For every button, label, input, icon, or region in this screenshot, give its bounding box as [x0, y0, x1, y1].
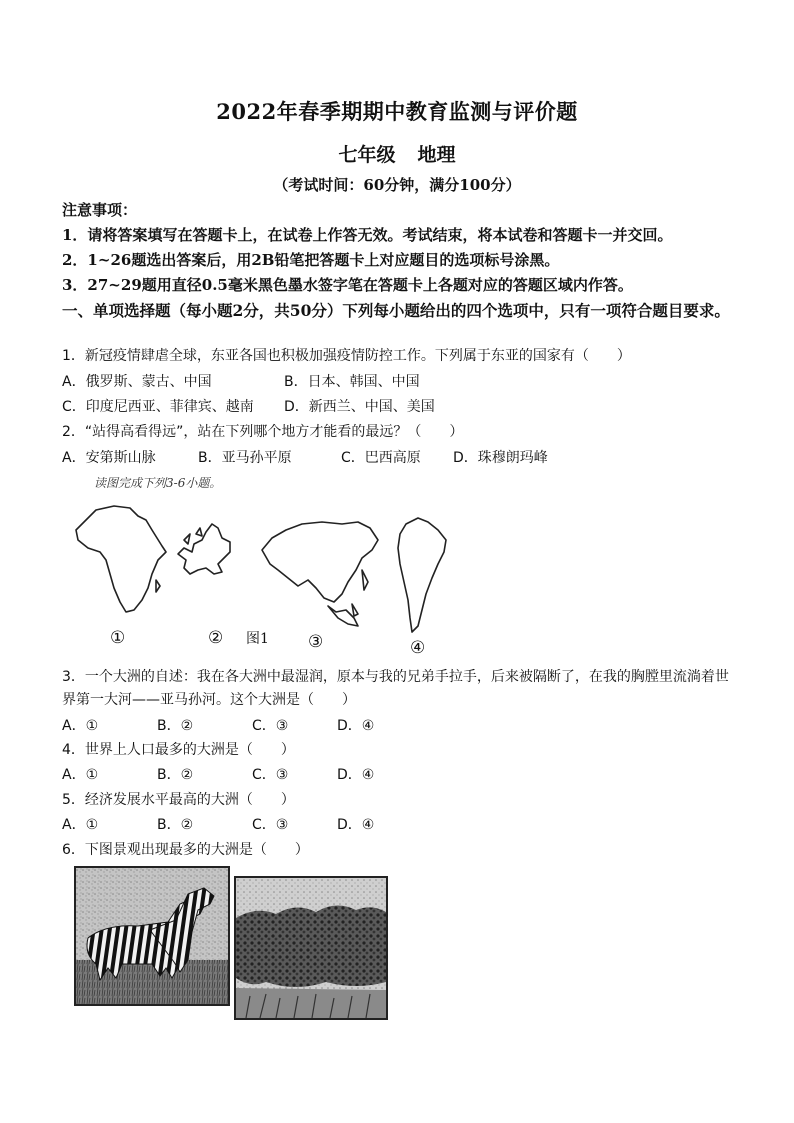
question-options — [62, 448, 548, 468]
exam-title: 2022年春季期期中教育监测与评价题 — [216, 99, 578, 124]
map-label-2: ② — [208, 628, 224, 648]
notes-heading: 注意事项： — [62, 201, 138, 219]
grade-label: 七年级 — [338, 144, 396, 166]
subject-label: 地理 — [417, 144, 456, 166]
option: D．④ — [337, 718, 375, 734]
note-item: 3．27~29题用直径0.5毫米黑色墨水签字笔在答题卡上各题对应的答题区域内作答。 — [62, 276, 633, 294]
exam-info: （考试时间：60分钟，满分100分） — [273, 176, 521, 194]
option: A．① — [62, 767, 99, 783]
option: B．日本、韩国、中国 — [284, 374, 420, 390]
option: D．④ — [337, 817, 375, 833]
question-stem: 1．新冠疫情肆虐全球，东亚各国也积极加强疫情防控工作。下列属于东亚的国家有（ ） — [62, 348, 631, 364]
question-options — [62, 765, 374, 785]
continent-map-figure — [66, 494, 466, 660]
question-stem: 6．下图景观出现最多的大洲是（ ） — [62, 842, 309, 858]
question-stem: 2．“站得高看得远”，站在下列哪个地方才能看的最远？（ ） — [62, 424, 464, 440]
exam-subtitle — [0, 140, 794, 167]
asia-outline — [262, 522, 378, 602]
note-item: 2．1~26题选出答案后，用2B铅笔把答题卡上对应题目的选项标号涂黑。 — [62, 251, 560, 269]
question-options — [62, 815, 374, 835]
zebra-photo — [74, 866, 230, 1006]
option: A．① — [62, 718, 99, 734]
question-stem: 4．世界上人口最多的大洲是（ ） — [62, 742, 295, 758]
option: C．③ — [252, 817, 289, 833]
option: A．① — [62, 817, 99, 833]
map-label-3: ③ — [308, 632, 324, 652]
option: A．安第斯山脉 — [62, 450, 156, 466]
europe-outline — [178, 524, 230, 574]
map-label-4: ④ — [410, 638, 426, 658]
option: A．俄罗斯、蒙古、中国 — [62, 374, 212, 390]
option: B．② — [157, 718, 194, 734]
section-heading: 一、单项选择题（每小题2分，共50分）下列每小题给出的四个选项中，只有一项符合题目要求。 — [62, 301, 730, 320]
option: B．② — [157, 817, 194, 833]
option: D．④ — [337, 767, 375, 783]
savanna-image — [236, 878, 386, 1018]
option: D．珠穆朗玛峰 — [453, 450, 548, 466]
notes-block — [62, 198, 742, 298]
figure-instruction: 读图完成下列3-6小题。 — [94, 476, 222, 490]
zebra-image — [76, 868, 228, 1004]
africa-outline — [76, 506, 166, 612]
option: C．③ — [252, 718, 289, 734]
option: C．巴西高原 — [341, 450, 421, 466]
question-options — [62, 372, 420, 392]
south-america-outline — [398, 518, 446, 632]
savanna-photo — [234, 876, 388, 1020]
figure-caption: 图1 — [246, 631, 269, 647]
option: D．新西兰、中国、美国 — [284, 399, 435, 415]
option: C．③ — [252, 767, 289, 783]
question-options — [62, 397, 435, 417]
question-options — [62, 716, 374, 736]
question-stem: 3．一个大洲的自述：我在各大洲中最湿润，原本与我的兄弟手拉手，后来被隔断了，在我的胸膛里流淌着世界第一大河——亚马孙河。这个大洲是（ ） — [62, 669, 729, 708]
note-item: 1．请将答案填写在答题卡上，在试卷上作答无效。考试结束，将本试卷和答题卡一并交回。 — [62, 226, 673, 244]
option: B．② — [157, 767, 194, 783]
option: C．印度尼西亚、菲律宾、越南 — [62, 399, 254, 415]
map-label-1: ① — [110, 628, 126, 648]
question-stem: 5．经济发展水平最高的大洲（ ） — [62, 792, 295, 808]
option: B．亚马孙平原 — [198, 450, 292, 466]
